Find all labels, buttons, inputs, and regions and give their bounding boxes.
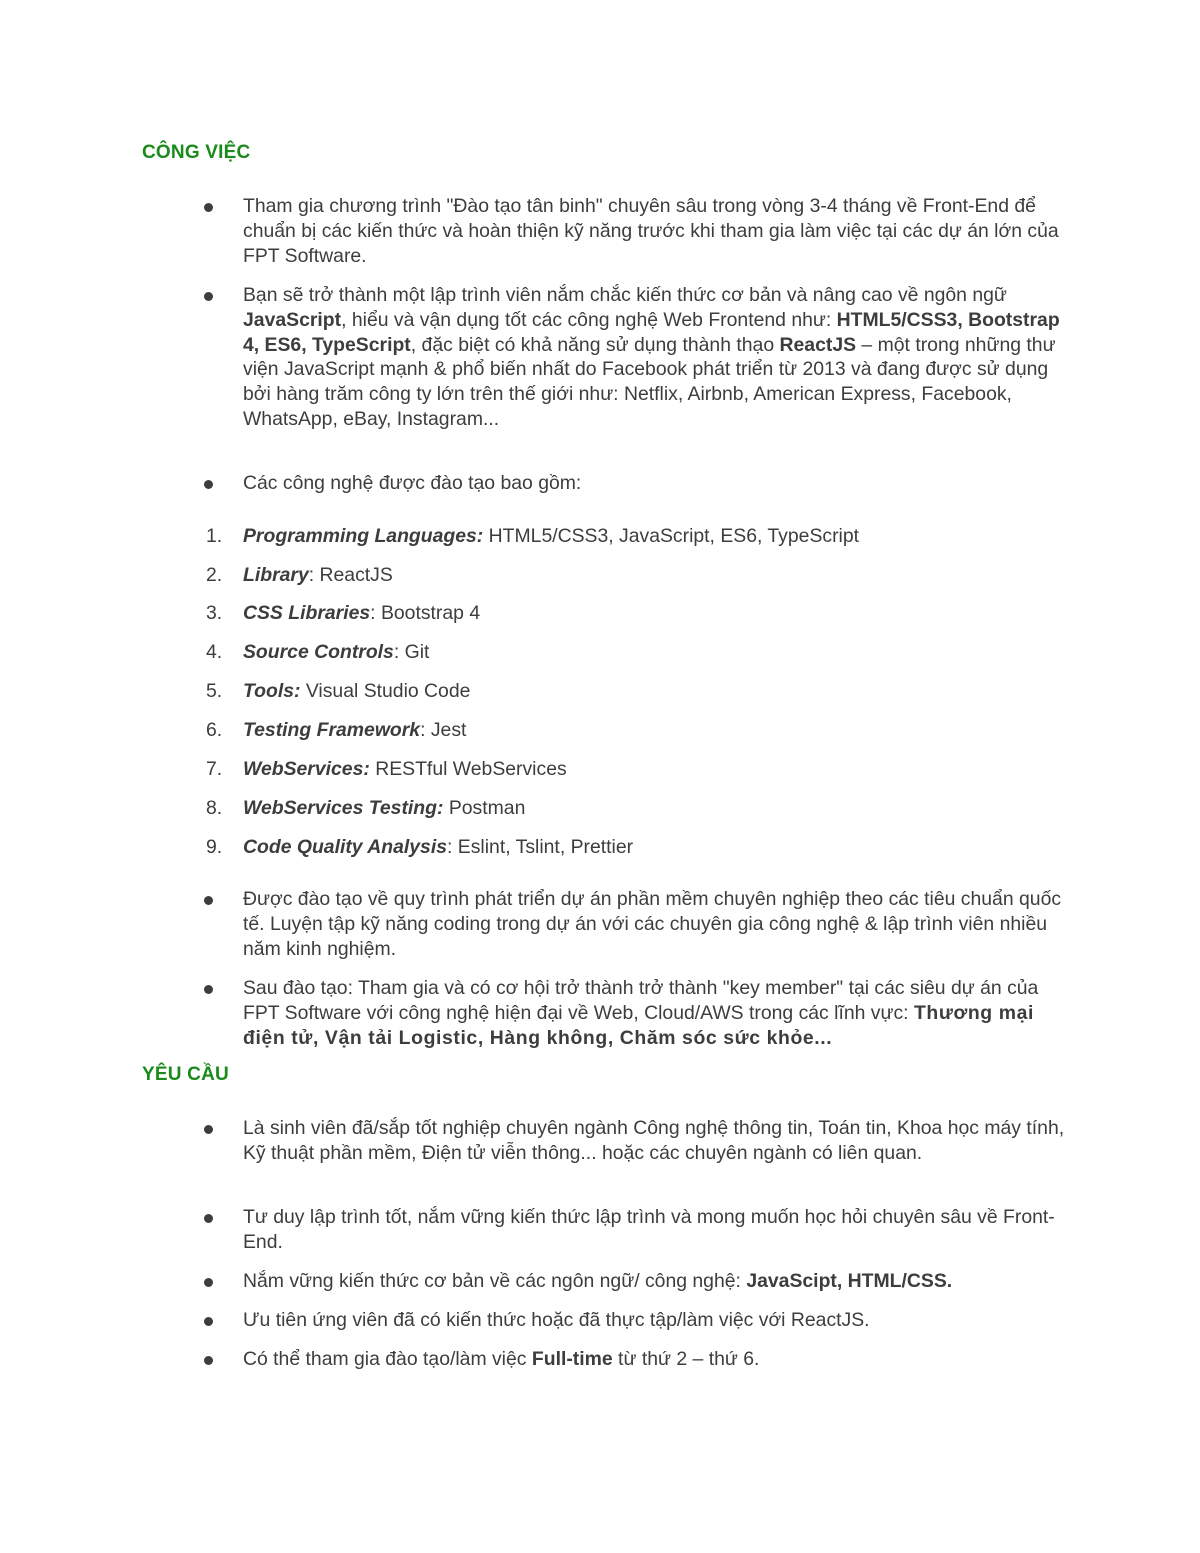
bullet-icon: [204, 292, 213, 301]
bullet-icon: [204, 1125, 213, 1134]
list-item: WebServices: RESTful WebServices: [243, 758, 567, 780]
list-number: 6.: [206, 719, 223, 741]
job-bullet-technologies-intro: Các công nghệ được đào tạo bao gồm:: [243, 472, 582, 494]
bullet-icon: [204, 480, 213, 489]
req-bullet-full-time: Có thể tham gia đào tạo/làm việc Full-time từ thứ 2 – thứ 6.: [243, 1348, 760, 1370]
job-bullet-become-developer: Bạn sẽ trở thành một lập trình viên nắm chắc kiến thức cơ bản và nâng cao về ngôn ngữ JavaScript, hiểu và vận dụng tốt các công nghệ Web Frontend như: HTML5/CSS3, Bootstrap 4, ES6, TypeScript, đặc biệt có khả năng sử dụng thành thạo ReactJS – một trong những thư viện JavaScript mạnh & phổ biến nhất do Facebook phát triển từ 2013 và đang được sử dụng bởi hàng trăm công ty lớn trên thế giới như: Netflix, Airbnb, American Express, Facebook, WhatsApp, eBay, Instagram...: [243, 284, 1060, 430]
bullet-icon: [204, 1278, 213, 1287]
list-number: 5.: [206, 680, 223, 702]
job-bullet-process-training: Được đào tạo về quy trình phát triển dự án phần mềm chuyên nghiệp theo các tiêu chuẩn quốc tế. Luyện tập kỹ năng coding trong dự án với các chuyên gia công nghệ & lập trình viên nhiều năm kinh nghiệm.: [243, 888, 1062, 960]
list-number: 8.: [206, 797, 223, 819]
list-number: 3.: [206, 602, 223, 624]
req-bullet-programming-mindset: Tư duy lập trình tốt, nắm vững kiến thức lập trình và mong muốn học hỏi chuyên sâu về Front-End.: [243, 1206, 1055, 1253]
bullet-icon: [204, 1214, 213, 1223]
bullet-icon: [204, 985, 213, 994]
list-item: Testing Framework: Jest: [243, 719, 467, 741]
list-item: CSS Libraries: Bootstrap 4: [243, 602, 481, 624]
job-bullet-after-training: Sau đào tạo: Tham gia và có cơ hội trở thành trở thành "key member" tại các siêu dự án của FPT Software với công nghệ hiện đại về Web, Cloud/AWS trong các lĩnh vực: Thương mại điện tử, Vận tải Logistic, Hàng không, Chăm sóc sức khỏe...: [243, 977, 1039, 1049]
list-number: 1.: [206, 525, 223, 547]
req-bullet-reactjs-priority: Ưu tiên ứng viên đã có kiến thức hoặc đã thực tập/làm việc với ReactJS.: [243, 1309, 870, 1331]
list-number: 4.: [206, 641, 223, 663]
req-bullet-education: Là sinh viên đã/sắp tốt nghiệp chuyên ngành Công nghệ thông tin, Toán tin, Khoa học máy tính, Kỹ thuật phần mềm, Điện tử viễn thông... hoặc các chuyên ngành có liên quan.: [243, 1117, 1065, 1164]
job-bullet-training-program: Tham gia chương trình "Đào tạo tân binh" chuyên sâu trong vòng 3-4 tháng về Front-End để chuẩn bị các kiến thức và hoàn thiện kỹ năng trước khi tham gia làm việc tại các dự án lớn của FPT Software.: [243, 195, 1059, 267]
list-item: Library: ReactJS: [243, 564, 393, 586]
bullet-icon: [204, 203, 213, 212]
req-bullet-language-knowledge: Nắm vững kiến thức cơ bản về các ngôn ngữ/ công nghệ: JavaScipt, HTML/CSS.: [243, 1270, 953, 1292]
list-item: Programming Languages: HTML5/CSS3, JavaScript, ES6, TypeScript: [243, 525, 860, 547]
bullet-icon: [204, 896, 213, 905]
list-item: Source Controls: Git: [243, 641, 430, 663]
section-heading-yeu-cau: YÊU CẦU: [142, 1064, 229, 1085]
section-heading-cong-viec: CÔNG VIỆC: [142, 142, 251, 163]
list-number: 7.: [206, 758, 223, 780]
bullet-icon: [204, 1317, 213, 1326]
list-number: 9.: [206, 836, 223, 858]
list-item: WebServices Testing: Postman: [243, 797, 526, 819]
list-item: Code Quality Analysis: Eslint, Tslint, Prettier: [243, 836, 634, 858]
list-number: 2.: [206, 564, 223, 586]
list-item: Tools: Visual Studio Code: [243, 680, 471, 702]
bullet-icon: [204, 1356, 213, 1365]
